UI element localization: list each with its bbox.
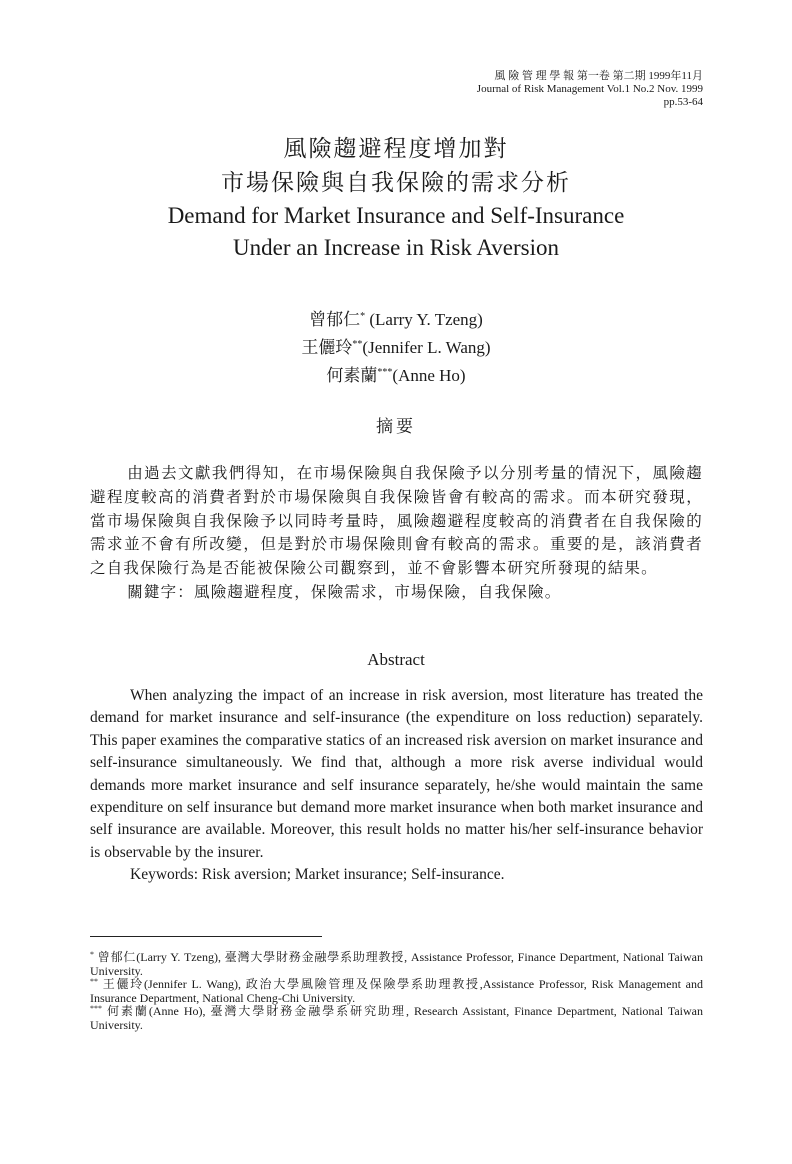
journal-header-zh: 風 險 管 理 學 報 第一卷 第二期 1999年11月 (494, 70, 703, 82)
title-zh-line-1: 風險趨避程度增加對 (283, 136, 509, 161)
abstract-zh-heading: 摘要 (376, 417, 416, 436)
author-1-name-zh: 曾郁仁 (309, 310, 361, 329)
author-1 (90, 306, 702, 334)
author-3-footnote-mark: *** (377, 367, 393, 378)
keywords-en: Keywords: Risk aversion; Market insurance; Self-insurance. (130, 866, 505, 884)
abstract-zh-paragraph: 由過去文獻我們得知，在市場保險與自我保險予以分別考量的情況下，風險趨避程度較高的消費者對於市場保險與自我保險皆會有較高的需求。而本研究發現，當市場保險與自我保險予以同時考量時，風險趨避程度較高的消費者在自我保險的需求並不會有所改變，但是對於市場保險則會有較高的需求。重要的是，該消費者之自我保險行為是否能被保險公司觀察到，並不會影響本研究所發現的結果。 (90, 465, 703, 578)
author-2-name-en: (Jennifer L. Wang) (362, 338, 491, 357)
abstract-en-heading: Abstract (367, 650, 425, 669)
page-range: pp.53-64 (663, 96, 703, 108)
abstract-zh (90, 462, 703, 605)
author-2 (90, 334, 702, 362)
paper-title (90, 132, 702, 264)
footnote-2 (90, 978, 703, 1005)
author-list (90, 306, 702, 390)
author-3-name-zh: 何素蘭 (326, 366, 378, 385)
title-en-line-1: Demand for Market Insurance and Self-Insurance (167, 203, 625, 228)
abstract-en (90, 685, 703, 887)
author-1-footnote-mark: * (360, 311, 366, 322)
footnote-divider (90, 936, 322, 937)
footnote-1 (90, 951, 703, 978)
footnote-2-text: 王儷玲(Jennifer L. Wang), 政治大學風險管理及保險學系助理教授,Assistance Professor, Risk Management and Insurance Department, National Cheng-Chi University. (90, 977, 703, 1005)
author-2-footnote-mark: ** (352, 339, 363, 350)
author-3-name-en: (Anne Ho) (392, 366, 466, 385)
author-1-name-en: (Larry Y. Tzeng) (365, 310, 483, 329)
journal-header (477, 70, 703, 109)
footnote-1-mark: * (90, 950, 94, 959)
keywords-zh: 關鍵字：風險趨避程度，保險需求，市場保險，自我保險。 (127, 583, 562, 601)
author-3 (90, 362, 702, 390)
footnote-3-mark: *** (90, 1004, 102, 1014)
footnote-3-text: 何素蘭(Anne Ho), 臺灣大學財務金融學系研究助理, Research Assistant, Finance Department, National Taiwan University. (90, 1004, 703, 1032)
title-en-line-2: Under an Increase in Risk Aversion (233, 235, 559, 260)
author-2-name-zh: 王儷玲 (301, 338, 353, 357)
abstract-en-paragraph: When analyzing the impact of an increase in risk aversion, most literature has treated the demand for market insurance and self-insurance (the expenditure on loss reduction) separately. This paper examines the comparative statics of an increased risk aversion on market insurance and self-insurance simultaneously. We find that, although a more risk averse individual would demands more market insurance and self insurance separately, he/she would maintain the same expenditure on self insurance but demand more market insurance when both market insurance and self insurance are available. Moreover, this result holds no matter his/her self-insurance behavior is observable by the insurer. (90, 687, 703, 861)
footnote-2-mark: ** (90, 977, 98, 987)
journal-header-en: Journal of Risk Management Vol.1 No.2 Nov. 1999 (476, 83, 703, 95)
footnote-3 (90, 1005, 703, 1032)
footnotes (90, 951, 703, 1033)
footnote-1-text: 曾郁仁(Larry Y. Tzeng), 臺灣大學財務金融學系助理教授, Assistance Professor, Finance Department, National Taiwan University. (90, 950, 703, 978)
title-zh-line-2: 市場保險與自我保險的需求分析 (221, 170, 571, 195)
